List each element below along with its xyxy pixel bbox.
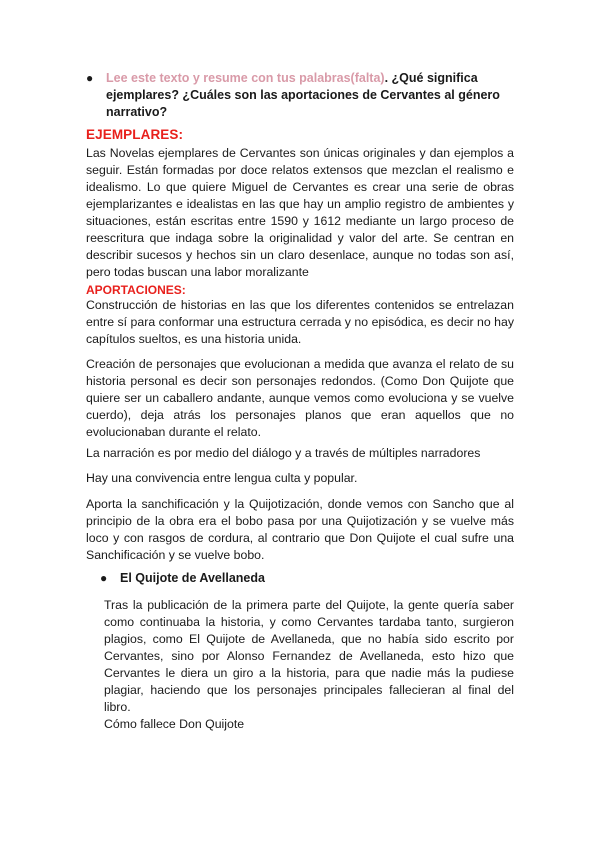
bullet-icon: ● bbox=[86, 71, 94, 85]
paragraph-aportacion-4: Hay una convivencia entre lengua culta y popular. bbox=[86, 471, 358, 485]
question-highlight: Lee este texto y resume con tus palabras(falta) bbox=[106, 71, 385, 85]
paragraph-ejemplares: Las Novelas ejemplares de Cervantes son únicas originales y dan ejemplos a seguir. Están formadas por doce relatos extensos que mezclan el realismo e idealismo. Lo que quiere Miguel de Cervantes es crear una serie de obras ejemplarizantes e idealistas en las que hay un amplio registro de ambientes y situaciones, están escritas entre 1590 y 1612 mediante un largo proceso de reescritura que indaga sobre la originalidad y valor del arte. Se centran en describir sucesos y hechos sin un claro desenlace, aunque no todas son así, pero todas buscan una labor moralizante bbox=[86, 146, 514, 279]
paragraph-aportacion-5: Aporta la sanchificación y la Quijotización, donde vemos con Sancho que al principio de la obra era el bobo pasa por una Quijotización y se vuelve más loco y con rasgos de cordura, al contrario que Don Quijote el cual sufre una Sanchificación y se vuelve bobo. bbox=[86, 497, 514, 562]
avellaneda-body: Tras la publicación de la primera parte del Quijote, la gente quería saber como continuaba la historia, y como Cervantes tardaba tanto, surgieron plagios, como El Quijote de Avellaneda, que no había sido escrito por Cervantes, sino por Alonso Fernandez de Avellaneda, esto hizo que Cervantes le diera un giro a la historia, para que nadie más la pudiese plagiar, haciendo que los personajes principales fallecieran al final del libro. bbox=[104, 598, 514, 714]
paragraph-aportacion-2: Creación de personajes que evolucionan a medida que avanza el relato de su historia personal es decir son personajes redondos. (Como Don Quijote que quiere ser un caballero andante, aunque vemos como evoluciona y se vuelve cuerdo), deja atrás los personajes planos que eran aquellos que no evolucionaban durante el relato. bbox=[86, 357, 514, 439]
paragraph-aportacion-1: Construcción de historias en las que los diferentes contenidos se entrelazan entre sí para conformar una estructura cerrada y no episódica, es decir no hay capítulos sueltos, es una historia unida. bbox=[86, 298, 514, 346]
heading-aportaciones: APORTACIONES: bbox=[86, 283, 186, 297]
bullet-icon: ● bbox=[100, 571, 108, 585]
avellaneda-title: El Quijote de Avellaneda bbox=[120, 571, 265, 585]
heading-ejemplares: EJEMPLARES: bbox=[86, 127, 184, 142]
avellaneda-last-line: Cómo fallece Don Quijote bbox=[104, 717, 245, 731]
question-rest: . ¿Qué significa ejemplares? ¿Cuáles son las aportaciones de Cervantes al género narrativo? bbox=[106, 71, 500, 119]
paragraph-avellaneda bbox=[104, 597, 514, 733]
question-text bbox=[106, 70, 501, 121]
paragraph-aportacion-3: La narración es por medio del diálogo y a través de múltiples narradores bbox=[86, 446, 481, 460]
